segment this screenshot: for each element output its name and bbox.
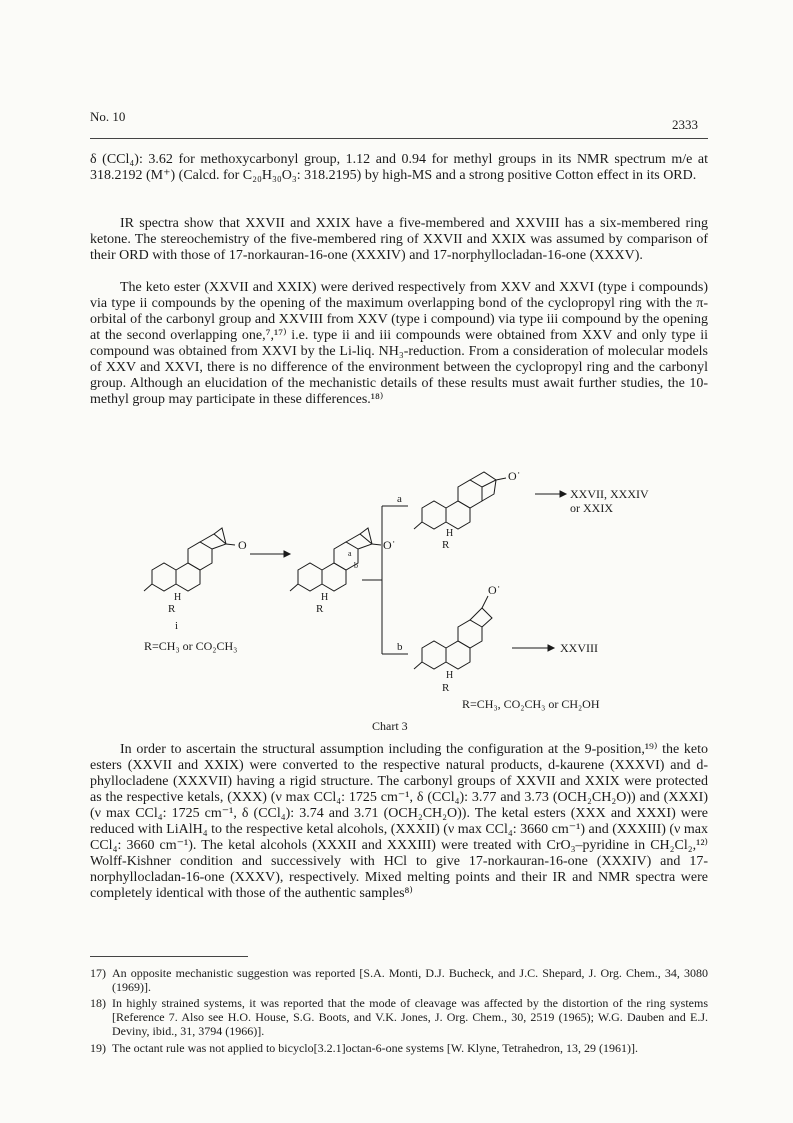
footnote-18-text: In highly strained systems, it was reported that the mode of cleavage was affected by the distortion of the ring systems [Reference 7. Also see H.O. House, S.G. Boots, and V.K. Jones, J. Org. Chem., 30, 2519 (1965); W.G. Dauben and E.J. Deviny, ibid., 31, 3794 (1966)]. [112, 996, 708, 1038]
type-i-label: i [175, 620, 179, 632]
footnote-18 [90, 996, 708, 1038]
journal-issue-number: No. 10 [90, 109, 126, 124]
left-r-definition: R=CH₃ or CO₂CH₃ [144, 639, 238, 653]
r-label-top: R [442, 539, 450, 551]
paragraph-ir-spectra: IR spectra show that XXVII and XXIX have a five-membered and XXVIII has a six-membered ring ketone. The stereochemistry of the five-membered ring of XXVII and XXIX was assumed by comparison of their ORD with those of 17-norkauran-16-one (XXXIV) and 17-norphyllocladan-16-one (XXXV). [90, 216, 708, 263]
h-label-top: H [446, 528, 454, 539]
product-b-label: XXVIII [560, 641, 598, 655]
arrowhead-to-xxviii [548, 645, 554, 651]
footnote-rule [90, 956, 248, 957]
h-label-middle: H [321, 592, 329, 603]
h-label-left: H [174, 592, 182, 603]
footnote-19-text: The octant rule was not applied to bicyclo[3.2.1]octan-6-one systems [W. Klyne, Tetrahedron, 13, 29 (1961)]. [112, 1041, 639, 1055]
paragraph-structural-assumption: In order to ascertain the structural assumption including the configuration at the 9-position,¹⁹⁾ the keto esters (XXVII and XXIX) were converted to the respective natural products, d-kaurene (XXXVI) and d-phyllocladene (XXXVII) having a rigid structure. The carbonyl groups of XXVII and XXIX were protected as the respective ketals, (XXX) (ν max CCl₄: 1725 cm⁻¹, δ (CCl₄): 3.77 and 3.73 (OCH₂CH₂O)) and (XXXI) (ν max CCl₄: 1725 cm⁻¹, δ (CCl₄): 3.74 and 3.71 (OCH₂CH₂O)). The ketal esters (XXX and XXXI) were reduced with LiAlH₄ to the respective ketal alcohols, (XXXII) (ν max CCl₄: 3660 cm⁻¹) and (XXXIII) (ν max CCl₄: 3660 cm⁻¹). The ketal alcohols (XXXII and XXXIII) were treated with CrO₃–pyridine in CH₂Cl₂,¹²⁾ Wolff-Kishner condition and successively with HCl to give 17-norkauran-16-one (XXXIV) and 17-norphyllocladan-16-one (XXXV), respectively. Mixed melting points and their IR and NMR spectra were completely identical with those of the authentic samples⁸⁾ [90, 742, 708, 901]
product-a-line1: XXVII, XXXIV [570, 487, 649, 501]
reaction-arrowhead [284, 551, 290, 557]
footnote-19 [90, 1041, 708, 1055]
footnote-17 [90, 966, 708, 994]
kaurane-radical-structure [414, 472, 506, 529]
arrowhead-to-xxvii [560, 491, 566, 497]
product-a-line2: or XXIX [570, 501, 613, 515]
chart-caption: Chart 3 [372, 719, 408, 733]
radical-oxygen-bottom: O˙ [488, 583, 501, 597]
paragraph-nmr-continuation: δ (CCl₄): 3.62 for methoxycarbonyl group, 1.12 and 0.94 for methyl groups in its NMR spectrum m/e at 318.2192 (M⁺) (Calcd. for C₂₀H₃₀O₃: 318.2195) by high-MS and a strong positive Cotton effect in its ORD. [90, 152, 708, 183]
reaction-scheme-chart-3 [90, 458, 708, 738]
ketone-oxygen-label: O [238, 538, 247, 552]
footnote-19-number: 19) [90, 1041, 106, 1055]
ketyl-oxygen-label: O˙ [383, 538, 396, 552]
footnote-17-number: 17) [90, 966, 106, 980]
path-b-label: b [397, 641, 403, 653]
bond-a-label: a [348, 549, 352, 558]
bicyclooctane-radical-structure [414, 596, 492, 669]
right-r-definition: R=CH₃, CO₂CH₃ or CH₂OH [462, 697, 600, 711]
type-i-structure [144, 528, 235, 591]
footnote-18-number: 18) [90, 996, 106, 1010]
bond-b-label: b [354, 561, 358, 570]
r-label-middle: R [316, 603, 324, 615]
radical-oxygen-top: O˙ [508, 469, 521, 483]
header-rule [90, 138, 708, 139]
r-label-left: R [168, 603, 176, 615]
ketyl-intermediate-structure [290, 528, 381, 591]
page-number: 2333 [672, 117, 698, 132]
h-label-bottom: H [446, 670, 454, 681]
paragraph-keto-ester-derivation: The keto ester (XXVII and XXIX) were derived respectively from XXV and XXVI (type i compounds) via type ii compounds by the opening of the maximum overlapping bond of the cyclopropyl ring with the π-orbital of the carbonyl group and XXVIII from XXV (type i compound) via type iii compound by the opening at the second overlapping one,⁷,¹⁷⁾ i.e. type ii and iii compounds were obtained from XXV and only type ii compound was obtained from XXVI by the Li-liq. NH₃-reduction. From a consideration of molecular models of XXV and XXVI, there is no difference of the environment between the cyclopropyl ring and the carbonyl group. Although an elucidation of the mechanistic details of these results must await further studies, the 10-methyl group may participate in these differences.¹⁸⁾ [90, 280, 708, 407]
footnote-17-text: An opposite mechanistic suggestion was reported [S.A. Monti, D.J. Bucheck, and J.C. Shepard, J. Org. Chem., 34, 3080 (1969)]. [112, 966, 708, 994]
r-label-bottom: R [442, 682, 450, 694]
path-a-label: a [397, 493, 402, 505]
